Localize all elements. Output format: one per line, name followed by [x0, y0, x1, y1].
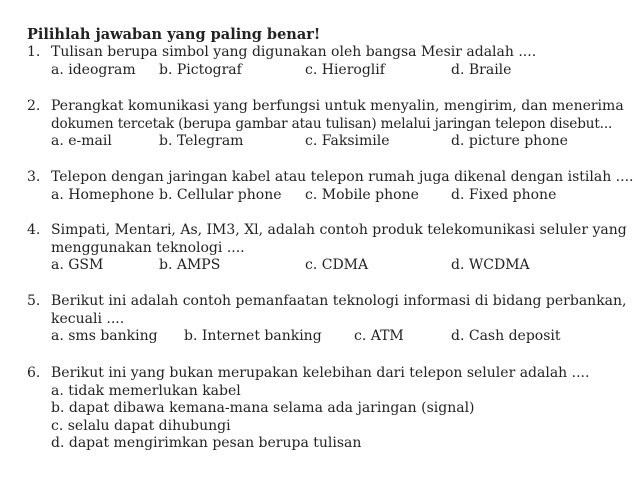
option-c[interactable]: c. selalu dapat dihubungi: [51, 417, 231, 434]
question-text-continued: menggunakan teknologi ....: [51, 239, 245, 256]
question-text: Simpati, Mentari, As, IM3, Xl, adalah contoh produk telekomunikasi seluler yang: [51, 222, 627, 238]
question-6: [27, 365, 631, 453]
question-text-continued: kecuali ....: [51, 310, 125, 327]
option-a[interactable]: a. e-mail: [51, 133, 112, 149]
question-number: 2.: [27, 98, 41, 114]
question-number: 1.: [27, 44, 41, 60]
option-a[interactable]: a. ideogram: [51, 61, 136, 78]
question-number: 4.: [27, 222, 41, 238]
option-d[interactable]: d. Cash deposit: [451, 328, 561, 344]
question-2: [27, 98, 631, 151]
question-text: Perangkat komunikasi yang berfungsi untuk menyalin, mengirim, dan menerima: [51, 98, 624, 114]
question-text: Berikut ini adalah contoh pemanfaatan teknologi informasi di bidang perbankan,: [51, 293, 627, 309]
question-number: 3.: [27, 169, 41, 185]
option-d[interactable]: d. Fixed phone: [451, 186, 557, 203]
question-number: 5.: [27, 293, 41, 309]
option-a[interactable]: a. Homephone: [51, 186, 155, 203]
question-number: 6.: [27, 365, 41, 381]
question-text-continued: dokumen tercetak (berupa gambar atau tulisan) melalui jaringan telepon disebut...: [51, 115, 613, 132]
option-b[interactable]: b. Internet banking: [184, 328, 322, 344]
option-d[interactable]: d. picture phone: [451, 133, 568, 149]
option-d[interactable]: d. dapat mengirimkan pesan berupa tulisan: [51, 435, 362, 451]
option-d[interactable]: d. WCDMA: [451, 257, 530, 273]
option-b[interactable]: b. Cellular phone: [159, 186, 282, 203]
question-text: Telepon dengan jaringan kabel atau telepon rumah juga dikenal dengan istilah ....: [51, 169, 634, 185]
option-b[interactable]: b. Pictograf: [159, 61, 242, 78]
option-a[interactable]: a. sms banking: [51, 328, 158, 344]
question-4: [27, 222, 631, 275]
option-b[interactable]: b. Telegram: [159, 133, 244, 149]
option-d[interactable]: d. Braile: [451, 61, 512, 78]
option-a[interactable]: a. GSM: [51, 257, 104, 273]
option-b[interactable]: b. dapat dibawa kemana-mana selama ada jaringan (signal): [51, 400, 475, 416]
option-c[interactable]: c. ATM: [354, 328, 404, 344]
option-c[interactable]: c. CDMA: [305, 257, 369, 273]
question-3: [27, 169, 634, 204]
option-c[interactable]: c. Mobile phone: [305, 186, 419, 203]
question-5: [27, 293, 631, 346]
option-c[interactable]: c. Hieroglif: [305, 61, 385, 78]
question-text: Berikut ini yang bukan merupakan kelebihan dari telepon seluler adalah ....: [51, 365, 590, 381]
option-a[interactable]: a. tidak memerlukan kabel: [51, 382, 241, 399]
option-b[interactable]: b. AMPS: [159, 257, 221, 273]
question-1: [27, 44, 631, 79]
question-text: Tulisan berupa simbol yang digunakan oleh bangsa Mesir adalah ....: [51, 44, 537, 60]
worksheet-heading: Pilihlah jawaban yang paling benar!: [27, 26, 321, 43]
option-c[interactable]: c. Faksimile: [305, 133, 390, 149]
